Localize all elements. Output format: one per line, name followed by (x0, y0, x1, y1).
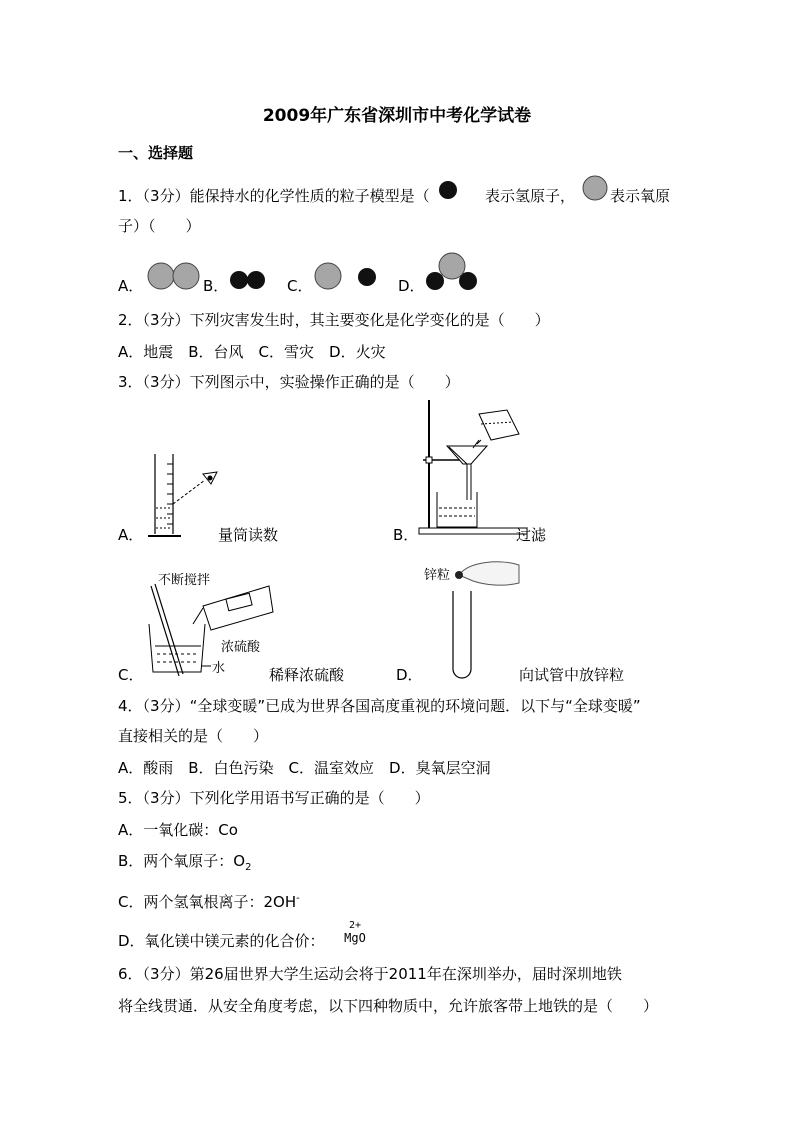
option-c-model-icon (312, 262, 378, 292)
option-d-model-icon (425, 252, 479, 292)
q3-option-c: C． (118, 666, 144, 684)
q5-option-d-valence: 2+ (348, 920, 362, 931)
q5-option-c-text: C．两个氢氧根离子：2OH (118, 893, 297, 911)
q3-c-label-acid: 浓硫酸 (221, 640, 261, 655)
q5-option-b-text: B．两个氧原子：O (118, 852, 246, 870)
q5-option-b (118, 851, 251, 878)
q3-d-caption: 向试管中放锌粒 (519, 666, 625, 684)
q3-c-caption: 稀释浓硫酸 (269, 666, 345, 684)
q5-option-a: A．一氧化碳：Co (118, 821, 238, 839)
q2-stem: 2．（3分）下列灾害发生时，其主要变化是化学变化的是（ ） (118, 311, 550, 329)
filtration-apparatus-diagram (415, 400, 535, 540)
hydrogen-atom-icon (438, 180, 458, 200)
q5-option-d: D．氧化镁中镁元素的化合价： (118, 932, 325, 950)
q3-b-caption: 过滤 (516, 526, 547, 544)
option-b-model-icon (229, 270, 269, 292)
q1-option-c: C． (287, 277, 313, 295)
page-title: 2009年广东省深圳市中考化学试卷 (262, 106, 532, 126)
oxygen-atom-icon (582, 175, 608, 201)
q3-option-b: B． (393, 526, 419, 544)
q3-a-caption: 量筒读数 (218, 526, 279, 544)
q3-c-label-water: 水 (212, 661, 226, 676)
q4-stem-line2: 直接相关的是（ ） (118, 727, 269, 745)
q1-stem-mid: 表示氢原子， (485, 187, 576, 205)
section-heading: 一、选择题 (118, 144, 194, 162)
q5-option-c-superscript: - (296, 893, 300, 904)
q5-option-d-formula (340, 920, 370, 944)
q1-stem-tail: 表示氧原 (610, 187, 671, 205)
q1-option-b: B． (203, 277, 229, 295)
q1-stem-prefix: 1．（3分）能保持水的化学性质的粒子模型是（ (118, 187, 430, 205)
q3-d-label-zinc: 锌粒 (424, 568, 451, 583)
q4-options: A．酸雨 B．白色污染 C．温室效应 D．臭氧层空洞 (118, 759, 491, 777)
q5-option-b-subscript: 2 (245, 862, 252, 873)
q3-c-label-stir: 不断搅拌 (158, 573, 211, 588)
q2-options: A．地震 B．台风 C．雪灾 D．火灾 (118, 343, 386, 361)
q5-option-c (118, 889, 300, 912)
option-a-model-icon (147, 262, 203, 292)
q4-stem: 4．（3分）“全球变暖”已成为世界各国高度重视的环境问题．以下与“全球变暖” (118, 697, 641, 715)
q1-option-d: D． (398, 277, 425, 295)
q1-stem-line2: 子）（ ） (118, 217, 201, 235)
q3-stem: 3．（3分）下列图示中，实验操作正确的是（ ） (118, 373, 460, 391)
q5-option-d-compound: MgO (344, 931, 366, 945)
q3-option-d: D． (396, 666, 423, 684)
q5-stem: 5．（3分）下列化学用语书写正确的是（ ） (118, 789, 430, 807)
q6-stem: 6．（3分）第26届世界大学生运动会将于2011年在深圳举办，届时深圳地铁 (118, 965, 622, 983)
q6-stem-line2: 将全线贯通．从安全角度考虑，以下四种物质中，允许旅客带上地铁的是（ ） (118, 997, 659, 1015)
q3-option-a: A． (118, 526, 144, 544)
q1-option-a: A． (118, 277, 144, 295)
graduated-cylinder-diagram (145, 450, 225, 540)
